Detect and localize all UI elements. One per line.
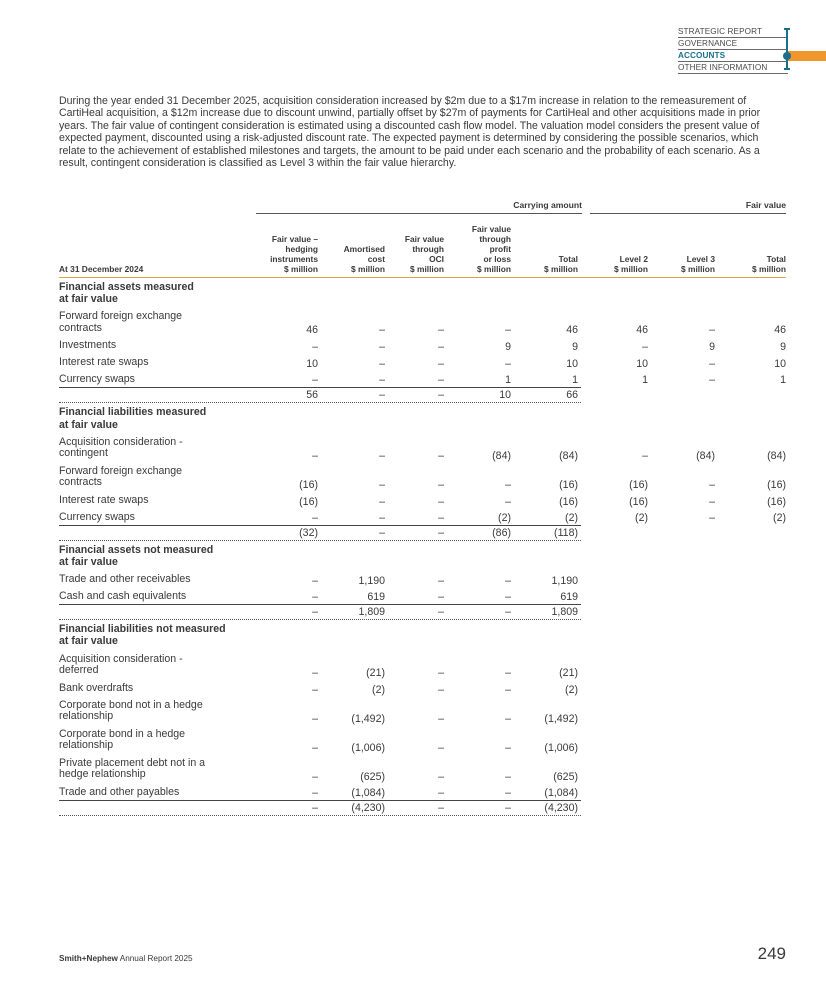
cell-amortised-cost: (4,230) bbox=[351, 801, 385, 814]
cell-fair-value-total: (84) bbox=[767, 449, 786, 462]
cell-hedging-instruments: 10 bbox=[306, 358, 318, 371]
cell-amortised-cost: – bbox=[379, 495, 385, 508]
row-label: Currency swaps bbox=[59, 373, 135, 386]
nav-indicator-cap-bottom bbox=[784, 68, 790, 70]
cell-hedging-instruments: – bbox=[312, 449, 318, 462]
cell-fair-value-total: (16) bbox=[767, 495, 786, 508]
cell-hedging-instruments: – bbox=[312, 591, 318, 604]
cell-carrying-total: (16) bbox=[559, 495, 578, 508]
cell-fvtpl: – bbox=[505, 478, 511, 491]
row-label: Currency swaps bbox=[59, 510, 135, 523]
cell-carrying-total: 1,190 bbox=[551, 575, 578, 588]
cell-carrying-total: (84) bbox=[559, 449, 578, 462]
nav-indicator-line bbox=[786, 28, 788, 70]
table-row bbox=[59, 680, 786, 697]
cell-fvtpl: – bbox=[505, 786, 511, 799]
cell-hedging-instruments: – bbox=[312, 575, 318, 588]
row-label: Forward foreign exchange contracts bbox=[59, 464, 183, 489]
table-row bbox=[59, 784, 581, 801]
section-heading-label: Financial liabilities not measured at fair value bbox=[59, 623, 226, 648]
subtotal-row bbox=[59, 801, 581, 816]
cell-fvtpl: 9 bbox=[505, 341, 511, 354]
cell-fvtpl: – bbox=[505, 666, 511, 679]
cell-carrying-total: 9 bbox=[572, 341, 578, 354]
cell-hedging-instruments: – bbox=[312, 374, 318, 387]
cell-fvtpl: – bbox=[505, 683, 511, 696]
cell-fair-value-total: 9 bbox=[780, 341, 786, 354]
cell-hedging-instruments: (16) bbox=[299, 495, 318, 508]
cell-fvtpl: 1 bbox=[505, 374, 511, 387]
table-row bbox=[59, 697, 786, 726]
nav-indicator-cap-top bbox=[784, 28, 790, 30]
cell-carrying-total: (1,492) bbox=[544, 712, 578, 725]
footer-brand: Smith+Nephew bbox=[59, 954, 118, 963]
table-row bbox=[59, 354, 786, 371]
cell-fvtpl: (2) bbox=[498, 511, 511, 524]
cell-level-3: – bbox=[709, 324, 715, 337]
cell-amortised-cost: (1,006) bbox=[351, 741, 385, 754]
cell-hedging-instruments: – bbox=[312, 770, 318, 783]
cell-level-3: – bbox=[709, 374, 715, 387]
row-label: Corporate bond in a hedge relationship bbox=[59, 727, 186, 752]
table-row bbox=[59, 337, 786, 354]
cell-amortised-cost: 1,190 bbox=[358, 575, 385, 588]
cell-carrying-total: (2) bbox=[565, 511, 578, 524]
cell-carrying-total: 1,809 bbox=[551, 606, 578, 619]
header-level-3: Level 3 $ million bbox=[681, 254, 715, 274]
cell-fvoci: – bbox=[438, 374, 444, 387]
cell-hedging-instruments: – bbox=[312, 511, 318, 524]
cell-level-2: (16) bbox=[629, 495, 648, 508]
cell-level-2: (16) bbox=[629, 478, 648, 491]
nav-item-strategic-report[interactable]: STRATEGIC REPORT bbox=[678, 26, 788, 38]
cell-fvoci: – bbox=[438, 341, 444, 354]
table-header bbox=[59, 214, 786, 278]
row-label: Investments bbox=[59, 339, 117, 352]
cell-amortised-cost: 1,809 bbox=[358, 606, 385, 619]
cell-carrying-total: 619 bbox=[560, 591, 578, 604]
table-row bbox=[59, 371, 786, 388]
table-row bbox=[59, 726, 786, 755]
cell-fvtpl: – bbox=[505, 801, 511, 814]
section-heading-label: Financial assets measured at fair value bbox=[59, 281, 194, 306]
cell-fvtpl: – bbox=[505, 712, 511, 725]
cell-amortised-cost: – bbox=[379, 374, 385, 387]
cell-carrying-total: (1,084) bbox=[544, 786, 578, 799]
section-heading bbox=[59, 403, 786, 433]
header-date-label: At 31 December 2024 bbox=[59, 264, 144, 274]
footer-report-name: Annual Report 2025 bbox=[117, 954, 193, 963]
cell-fvoci: – bbox=[438, 666, 444, 679]
cell-level-2: (2) bbox=[635, 511, 648, 524]
cell-fvoci: – bbox=[438, 449, 444, 462]
row-label: Acquisition consideration - deferred bbox=[59, 652, 183, 677]
cell-hedging-instruments: – bbox=[312, 606, 318, 619]
cell-fvoci: – bbox=[438, 786, 444, 799]
cell-fair-value-total: (16) bbox=[767, 478, 786, 491]
cell-amortised-cost: – bbox=[379, 358, 385, 371]
header-fair-value-total: Total $ million bbox=[752, 254, 786, 274]
section-heading bbox=[59, 541, 786, 571]
row-label: Cash and cash equivalents bbox=[59, 590, 187, 603]
cell-hedging-instruments: – bbox=[312, 666, 318, 679]
subtotal-row bbox=[59, 605, 581, 620]
row-label: Corporate bond not in a hedge relationship bbox=[59, 698, 203, 723]
cell-amortised-cost: – bbox=[379, 511, 385, 524]
row-label: Private placement debt not in a hedge relationship bbox=[59, 756, 206, 781]
section-heading-label: Financial assets not measured at fair value bbox=[59, 543, 214, 568]
cell-amortised-cost: – bbox=[379, 324, 385, 337]
row-label: Acquisition consideration - contingent bbox=[59, 435, 183, 460]
cell-level-3: 9 bbox=[709, 341, 715, 354]
cell-amortised-cost: – bbox=[379, 389, 385, 402]
row-label: Interest rate swaps bbox=[59, 493, 149, 506]
cell-fvtpl: – bbox=[505, 495, 511, 508]
cell-hedging-instruments: – bbox=[312, 786, 318, 799]
cell-amortised-cost: (1,084) bbox=[351, 786, 385, 799]
table-row bbox=[59, 492, 786, 509]
subtotal-row bbox=[59, 526, 581, 541]
section-heading bbox=[59, 620, 786, 650]
row-label: Trade and other receivables bbox=[59, 573, 191, 586]
cell-level-3: – bbox=[709, 511, 715, 524]
cell-carrying-total: 1 bbox=[572, 374, 578, 387]
cell-fvtpl: – bbox=[505, 606, 511, 619]
table-row bbox=[59, 308, 786, 337]
cell-carrying-total: (625) bbox=[553, 770, 578, 783]
row-label: Trade and other payables bbox=[59, 785, 180, 798]
cell-hedging-instruments: – bbox=[312, 712, 318, 725]
cell-fvoci: – bbox=[438, 526, 444, 539]
cell-fvoci: – bbox=[438, 495, 444, 508]
cell-carrying-total: 46 bbox=[566, 324, 578, 337]
cell-carrying-total: 10 bbox=[566, 358, 578, 371]
cell-level-2: – bbox=[642, 341, 648, 354]
cell-fvtpl: – bbox=[505, 324, 511, 337]
cell-fvoci: – bbox=[438, 741, 444, 754]
cell-fvoci: – bbox=[438, 358, 444, 371]
cell-fvoci: – bbox=[438, 478, 444, 491]
cell-amortised-cost: (625) bbox=[360, 770, 385, 783]
section-heading-label: Financial liabilities measured at fair value bbox=[59, 406, 207, 431]
header-hedging-instruments: Fair value – hedging instruments $ million bbox=[270, 234, 318, 274]
intro-paragraph: During the year ended 31 December 2025, acquisition consideration increased by $2m due to a $17m increase in relation to the remeasurement of CartiHeal acquisition, a $12m increase due to discount unwind, partially offset by $27m of payments for CartiHeal and other acquisitions made in prior years. The fair value of contingent consideration is estimated using a discounted cash flow model. The valuation model considers the present value of expected payment, discounted using a risk-adjusted discount rate. The expected payment is determined by considering the possible scenarios, which relate to the achievement of established milestones and targets, the amount to be paid under each scenario and the probability of each scenario. As a result, contingent consideration is classified as Level 3 within the fair value hierarchy. bbox=[59, 95, 761, 170]
cell-amortised-cost: – bbox=[379, 341, 385, 354]
cell-amortised-cost: 619 bbox=[367, 591, 385, 604]
cell-fvoci: – bbox=[438, 324, 444, 337]
cell-hedging-instruments: (16) bbox=[299, 478, 318, 491]
cell-carrying-total: (4,230) bbox=[544, 801, 578, 814]
cell-fvoci: – bbox=[438, 801, 444, 814]
cell-carrying-total: (1,006) bbox=[544, 741, 578, 754]
table-row bbox=[59, 755, 786, 784]
table-row bbox=[59, 651, 786, 680]
page-number: 249 bbox=[757, 944, 786, 963]
header-amortised-cost: Amortised cost $ million bbox=[343, 244, 385, 274]
cell-level-3: (84) bbox=[696, 449, 715, 462]
cell-amortised-cost: (1,492) bbox=[351, 712, 385, 725]
cell-fvtpl: – bbox=[505, 741, 511, 754]
cell-hedging-instruments: – bbox=[312, 801, 318, 814]
cell-hedging-instruments: (32) bbox=[299, 526, 318, 539]
cell-fvoci: – bbox=[438, 511, 444, 524]
cell-fvoci: – bbox=[438, 575, 444, 588]
table-row bbox=[59, 509, 786, 526]
cell-level-2: 10 bbox=[636, 358, 648, 371]
cell-fvtpl: 10 bbox=[499, 389, 511, 402]
cell-amortised-cost: (21) bbox=[366, 666, 385, 679]
cell-carrying-total: (2) bbox=[565, 683, 578, 696]
cell-hedging-instruments: – bbox=[312, 741, 318, 754]
cell-level-3: – bbox=[709, 495, 715, 508]
cell-fvoci: – bbox=[438, 591, 444, 604]
cell-fvtpl: – bbox=[505, 591, 511, 604]
cell-fair-value-total: (2) bbox=[773, 511, 786, 524]
cell-fvoci: – bbox=[438, 389, 444, 402]
group-header-carrying-amount: Carrying amount bbox=[256, 200, 582, 214]
footer-report-title bbox=[59, 954, 193, 963]
cell-amortised-cost: – bbox=[379, 449, 385, 462]
cell-carrying-total: 66 bbox=[566, 389, 578, 402]
cell-carrying-total: (118) bbox=[554, 526, 578, 539]
cell-fvtpl: – bbox=[505, 770, 511, 783]
cell-carrying-total: (16) bbox=[559, 478, 578, 491]
table-row bbox=[59, 571, 786, 588]
cell-level-3: – bbox=[709, 358, 715, 371]
cell-fvtpl: (86) bbox=[492, 526, 511, 539]
cell-level-2: 1 bbox=[642, 374, 648, 387]
header-carrying-total: Total $ million bbox=[544, 254, 578, 274]
cell-hedging-instruments: – bbox=[312, 341, 318, 354]
nav-active-dot bbox=[783, 52, 791, 60]
cell-fvoci: – bbox=[438, 770, 444, 783]
row-label: Forward foreign exchange contracts bbox=[59, 310, 183, 334]
cell-amortised-cost: (2) bbox=[372, 683, 385, 696]
cell-carrying-total: (21) bbox=[559, 666, 578, 679]
cell-hedging-instruments: – bbox=[312, 683, 318, 696]
cell-amortised-cost: – bbox=[379, 478, 385, 491]
cell-fair-value-total: 10 bbox=[774, 358, 786, 371]
cell-fvoci: – bbox=[438, 683, 444, 696]
table-body bbox=[59, 278, 786, 816]
header-fvtpl: Fair value through profit or loss $ million bbox=[471, 224, 511, 274]
table-row bbox=[59, 463, 786, 492]
cell-level-3: – bbox=[709, 478, 715, 491]
nav-item-accounts[interactable]: ACCOUNTS bbox=[678, 50, 788, 62]
nav-item-governance[interactable]: GOVERNANCE bbox=[678, 38, 788, 50]
row-label: Interest rate swaps bbox=[59, 356, 149, 369]
cell-amortised-cost: – bbox=[379, 526, 385, 539]
section-nav bbox=[678, 26, 788, 74]
cell-fair-value-total: 1 bbox=[780, 374, 786, 387]
nav-active-tab-marker bbox=[788, 51, 826, 61]
cell-fair-value-total: 46 bbox=[774, 324, 786, 337]
row-label: Bank overdrafts bbox=[59, 681, 134, 694]
table-row bbox=[59, 434, 786, 463]
subtotal-row bbox=[59, 388, 581, 403]
header-fvoci: Fair value through OCI $ million bbox=[404, 234, 444, 274]
cell-level-2: – bbox=[642, 449, 648, 462]
cell-hedging-instruments: 46 bbox=[306, 324, 318, 337]
cell-fvoci: – bbox=[438, 606, 444, 619]
cell-fvoci: – bbox=[438, 712, 444, 725]
cell-fvtpl: – bbox=[505, 358, 511, 371]
table-row bbox=[59, 588, 581, 605]
cell-level-2: 46 bbox=[636, 324, 648, 337]
group-header-fair-value: Fair value bbox=[590, 200, 786, 214]
nav-item-other-information[interactable]: OTHER INFORMATION bbox=[678, 62, 788, 74]
cell-hedging-instruments: 56 bbox=[306, 389, 318, 402]
section-heading bbox=[59, 278, 786, 308]
cell-fvtpl: (84) bbox=[492, 449, 511, 462]
cell-fvtpl: – bbox=[505, 575, 511, 588]
header-level-2: Level 2 $ million bbox=[614, 254, 648, 274]
